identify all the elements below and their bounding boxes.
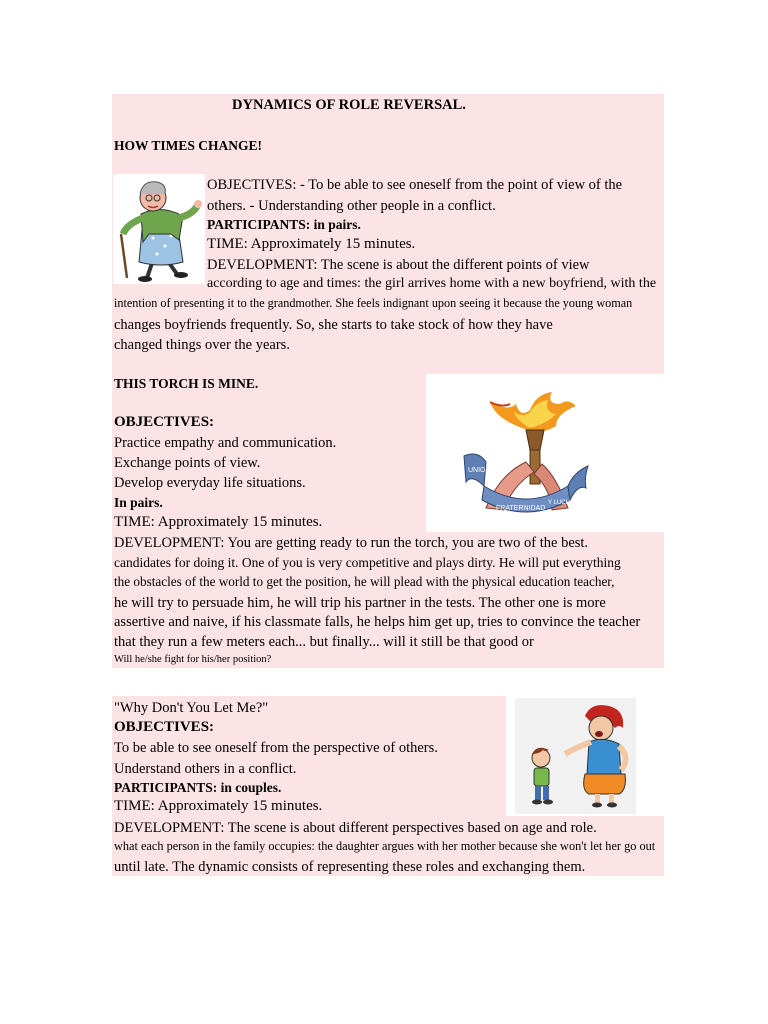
section2-development-line2: candidates for doing it. One of you is very competitive and plays dirty. He will put everything <box>114 555 621 570</box>
section1-development-line2: according to age and times: the girl arrives home with a new boyfriend, with the <box>207 276 657 291</box>
section2-item1: Practice empathy and communication. <box>114 435 337 451</box>
section1-heading: HOW TIMES CHANGE! <box>114 138 263 153</box>
emblem-text-right: Y LUCHA <box>548 500 574 506</box>
section2-item2: Exchange points of view. <box>114 455 261 471</box>
section3-development-line2: what each person in the family occupies: the daughter argues with her mother because she won't let her go out <box>114 839 656 853</box>
section3-item2: Understand others in a conflict. <box>114 761 297 777</box>
section3-development-line3: until late. The dynamic consists of representing these roles and exchanging them. <box>114 859 586 875</box>
section2-development-line7: Will he/she fight for his/her position? <box>114 654 272 665</box>
torch-emblem-illustration <box>456 390 596 522</box>
section3-heading: "Why Don't You Let Me?" <box>114 700 269 716</box>
section2-development-line4: he will try to persuade him, he will trip his partner in the tests. The other one is more <box>114 595 606 611</box>
section1-time: TIME: Approximately 15 minutes. <box>207 236 416 252</box>
section1-participants: PARTICIPANTS: in pairs. <box>207 217 361 232</box>
section2-item3: Develop everyday life situations. <box>114 475 306 491</box>
section2-development-line3: the obstacles of the world to get the position, he will plead with the physical education teacher, <box>114 574 615 589</box>
document-title: DYNAMICS OF ROLE REVERSAL. <box>232 97 466 113</box>
section1-development-line3: intention of presenting it to the grandmother. She feels indignant upon seeing it because the young woman <box>114 296 633 310</box>
section1-objectives-line1: OBJECTIVES: - To be able to see oneself from the point of view of the <box>207 177 623 193</box>
section3-development-line1: DEVELOPMENT: The scene is about different perspectives based on age and role. <box>114 820 597 836</box>
section3-objectives-label: OBJECTIVES: <box>114 719 215 735</box>
section2-development-line6: that they run a few meters each... but finally... will it still be that good or <box>114 634 534 650</box>
section3-participants: PARTICIPANTS: in couples. <box>114 780 282 795</box>
section2-development-line5: assertive and naive, if his classmate falls, he helps him get up, tries to convince the teacher <box>114 614 641 630</box>
section2-objectives-label: OBJECTIVES: <box>114 414 215 430</box>
section1-development-line4: changes boyfriends frequently. So, she starts to take stock of how they have <box>114 317 553 333</box>
section3-time: TIME: Approximately 15 minutes. <box>114 798 323 814</box>
section2-time: TIME: Approximately 15 minutes. <box>114 514 323 530</box>
section2-heading: THIS TORCH IS MINE. <box>114 376 259 391</box>
section1-development-line1: DEVELOPMENT: The scene is about the different points of view <box>207 257 590 273</box>
emblem-text-mid: FRATERNIDAD <box>496 505 546 512</box>
section2-development-line1: DEVELOPMENT: You are getting ready to run the torch, you are two of the best. <box>114 535 589 551</box>
emblem-text-left: UNION <box>468 467 491 474</box>
section1-objectives-line2: others. - Understanding other people in a conflict. <box>207 198 496 214</box>
section3-item1: To be able to see oneself from the perspective of others. <box>114 740 438 756</box>
section2-participants: In pairs. <box>114 495 163 510</box>
mother-and-child-illustration <box>515 698 636 814</box>
grandmother-illustration <box>113 174 205 284</box>
section1-development-line5: changed things over the years. <box>114 337 290 353</box>
